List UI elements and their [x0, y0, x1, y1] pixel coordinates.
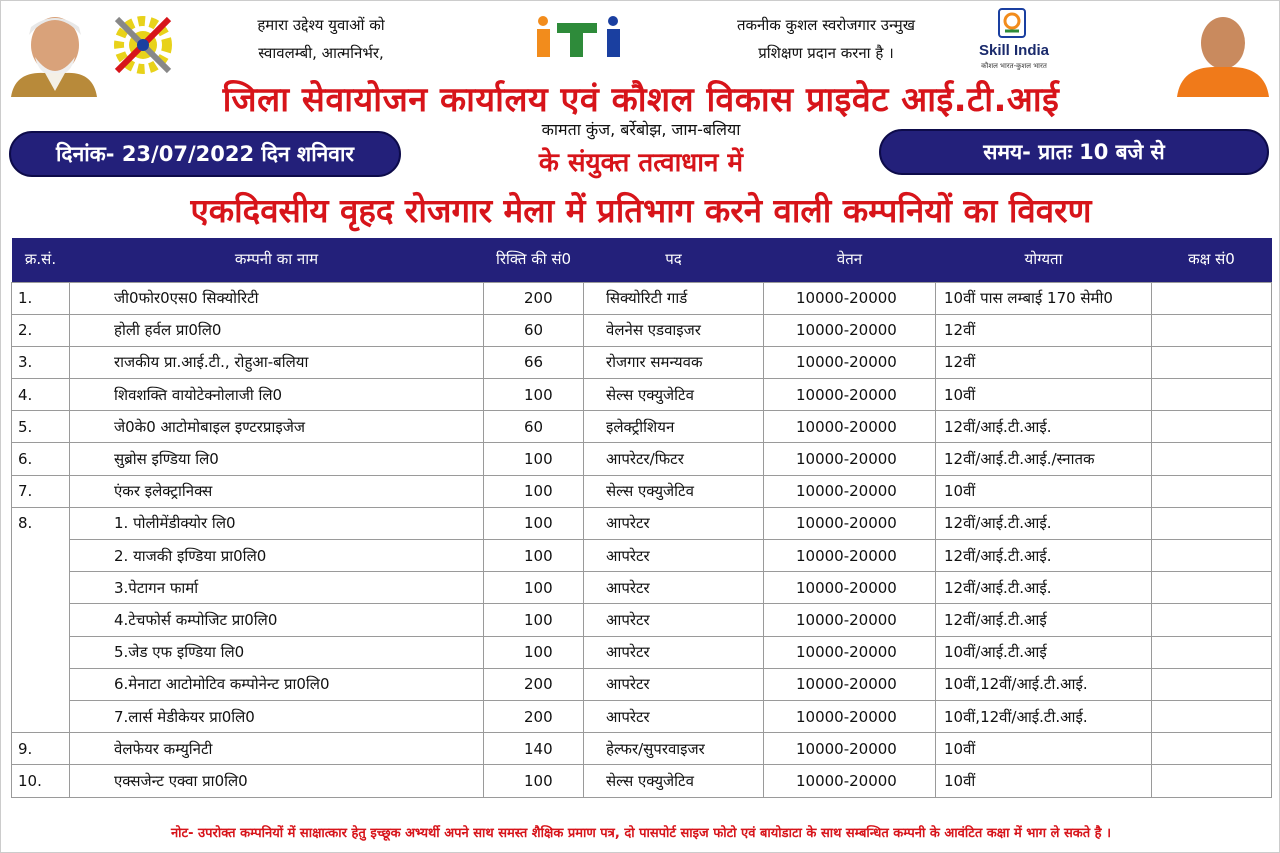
skill-india-tagline: कौशल भारत-कुशल भारत	[981, 62, 1047, 70]
cell-vacancy: 200	[484, 282, 584, 314]
cell-qualification: 12वीं/आई.टी.आई.	[936, 572, 1152, 604]
cell-salary: 10000-20000	[764, 443, 936, 475]
table-row	[12, 507, 1272, 539]
cell-company: एंकर इलेक्ट्रानिक्स	[70, 475, 484, 507]
cell-room	[1152, 636, 1272, 668]
tagline-left-line-1: हमारा उद्देश्य युवाओं को	[257, 16, 385, 34]
cell-salary: 10000-20000	[764, 700, 936, 732]
iti-logo	[533, 15, 629, 59]
cell-room	[1152, 411, 1272, 443]
cell-company: 3.पेटागन फार्मा	[70, 572, 484, 604]
cell-company: जी0फोर0एस0 सिक्योरिटी	[70, 282, 484, 314]
cell-num: 7.	[12, 475, 70, 507]
cell-post: सिक्योरिटी गार्ड	[584, 282, 764, 314]
cell-room	[1152, 733, 1272, 765]
header-room: कक्ष सं0	[1152, 238, 1272, 282]
cell-qualification: 10वीं	[936, 765, 1152, 797]
table-row	[12, 604, 1272, 636]
cell-vacancy: 60	[484, 411, 584, 443]
table-row	[12, 636, 1272, 668]
cell-company: 2. याजकी इण्डिया प्रा0लि0	[70, 540, 484, 572]
cell-post: सेल्स एक्युजेटिव	[584, 475, 764, 507]
cell-post: आपरेटर	[584, 540, 764, 572]
cell-num: 2.	[12, 314, 70, 346]
skill-india-logo	[969, 7, 1059, 73]
cell-qualification: 10वीं	[936, 379, 1152, 411]
table-row	[12, 733, 1272, 765]
tagline-right-line-2: प्रशिक्षण प्रदान करना है ।	[758, 44, 894, 62]
date-pill: दिनांक- 23/07/2022 दिन शनिवार	[9, 131, 401, 177]
table-header-row	[12, 238, 1272, 282]
cell-salary: 10000-20000	[764, 540, 936, 572]
cell-salary: 10000-20000	[764, 733, 936, 765]
cell-vacancy: 100	[484, 572, 584, 604]
cell-qualification: 12वीं/आई.टी.आई.	[936, 507, 1152, 539]
joint-collaboration-text: के संयुक्त तत्वाधान में	[538, 148, 744, 178]
footer-note: नोट- उपरोक्त कम्पनियों में साक्षात्कार हेतु इच्छूक अभ्यर्थी अपने साथ समस्त शैक्षिक प्रमाण पत्र, दो पासपोर्ट साइज फोटो एवं बायोडाटा के साथ सम्बन्धित कम्पनी के आवंटित कक्षा में भाग ले सकते है ।	[170, 826, 1112, 841]
cell-vacancy: 100	[484, 475, 584, 507]
cell-vacancy: 100	[484, 540, 584, 572]
cell-qualification: 12वीं/आई.टी.आई.	[936, 540, 1152, 572]
cell-room	[1152, 700, 1272, 732]
iti-logo-text: iti	[533, 15, 534, 16]
cell-company: जे0के0 आटोमोबाइल इण्टरप्राइजेज	[70, 411, 484, 443]
cell-post: इलेक्ट्रीशियन	[584, 411, 764, 443]
cell-room	[1152, 604, 1272, 636]
table-row	[12, 411, 1272, 443]
cell-post: आपरेटर	[584, 636, 764, 668]
cell-post: हेल्फर/सुपरवाइजर	[584, 733, 764, 765]
cell-qualification: 10वीं,12वीं/आई.टी.आई.	[936, 668, 1152, 700]
cell-qualification: 10वीं पास लम्बाई 170 सेमी0	[936, 282, 1152, 314]
table-row	[12, 346, 1272, 378]
cell-room	[1152, 443, 1272, 475]
cell-company: 5.जेड एफ इण्डिया लि0	[70, 636, 484, 668]
table-row	[12, 540, 1272, 572]
cell-company: एक्सजेन्ट एक्वा प्रा0लि0	[70, 765, 484, 797]
cell-post: आपरेटर	[584, 507, 764, 539]
tagline-right-line-1: तकनीक कुशल स्वरोजगार उन्मुख	[736, 16, 915, 34]
cell-vacancy: 60	[484, 314, 584, 346]
main-title: जिला सेवायोजन कार्यालय एवं कौशल विकास प्राइवेट आई.टी.आई	[222, 80, 1060, 120]
tagline-left-line-2: स्वावलम्बी, आत्मनिर्भर,	[258, 44, 384, 62]
cell-qualification: 12वीं/आई.टी.आई	[936, 604, 1152, 636]
cell-vacancy: 100	[484, 636, 584, 668]
cell-num: 6.	[12, 443, 70, 475]
header-vacancy: रिक्ति की सं0	[484, 238, 584, 282]
header-salary: वेतन	[764, 238, 936, 282]
cell-company: वेलफेयर कम्युनिटी	[70, 733, 484, 765]
cell-num: 10.	[12, 765, 70, 797]
cell-post: आपरेटर	[584, 572, 764, 604]
table-row	[12, 443, 1272, 475]
cell-post: आपरेटर	[584, 700, 764, 732]
cell-vacancy: 100	[484, 604, 584, 636]
cell-vacancy: 100	[484, 443, 584, 475]
cell-qualification: 12वीं/आई.टी.आई./स्नातक	[936, 443, 1152, 475]
subtitle: एकदिवसीय वृहद रोजगार मेला में प्रतिभाग करने वाली कम्पनियों का विवरण	[190, 191, 1092, 230]
table-row	[12, 572, 1272, 604]
cell-salary: 10000-20000	[764, 572, 936, 604]
table-row	[12, 700, 1272, 732]
cell-post: सेल्स एक्युजेटिव	[584, 765, 764, 797]
cell-company: 6.मेनाटा आटोमोटिव कम्पोनेन्ट प्रा0लि0	[70, 668, 484, 700]
tagline-right	[691, 11, 961, 67]
cell-room	[1152, 346, 1272, 378]
cell-post: आपरेटर/फिटर	[584, 443, 764, 475]
cell-num: 5.	[12, 411, 70, 443]
cell-company: 4.टेचफोर्स कम्पोजिट प्रा0लि0	[70, 604, 484, 636]
header-serial: क्र.सं.	[12, 238, 70, 282]
time-pill: समय- प्रातः 10 बजे से	[879, 129, 1269, 175]
cell-company: 1. पोलीमेंडीक्योर लि0	[70, 507, 484, 539]
table-row	[12, 668, 1272, 700]
cell-company: होली हर्वल प्रा0लि0	[70, 314, 484, 346]
cell-room	[1152, 282, 1272, 314]
cell-qualification: 10वीं	[936, 475, 1152, 507]
cell-salary: 10000-20000	[764, 411, 936, 443]
cell-qualification: 10वीं,12वीं/आई.टी.आई.	[936, 700, 1152, 732]
cell-room	[1152, 379, 1272, 411]
cell-qualification: 10वीं/आई.टी.आई	[936, 636, 1152, 668]
cell-qualification: 10वीं	[936, 733, 1152, 765]
header-company: कम्पनी का नाम	[70, 238, 484, 282]
cell-salary: 10000-20000	[764, 282, 936, 314]
cell-salary: 10000-20000	[764, 668, 936, 700]
cell-room	[1152, 668, 1272, 700]
cell-vacancy: 66	[484, 346, 584, 378]
table-row	[12, 765, 1272, 797]
cell-company: 7.लार्स मेडीकेयर प्रा0लि0	[70, 700, 484, 732]
table-row	[12, 379, 1272, 411]
cell-num: 3.	[12, 346, 70, 378]
cell-post: रोजगार समन्यवक	[584, 346, 764, 378]
cell-salary: 10000-20000	[764, 475, 936, 507]
cell-room	[1152, 507, 1272, 539]
tagline-left	[201, 11, 441, 67]
cell-post: सेल्स एक्युजेटिव	[584, 379, 764, 411]
cell-company: राजकीय प्रा.आई.टी., रोहुआ-बलिया	[70, 346, 484, 378]
cell-num: 1.	[12, 282, 70, 314]
cell-post: वेलनेस एडवाइजर	[584, 314, 764, 346]
cell-vacancy: 140	[484, 733, 584, 765]
cell-vacancy: 100	[484, 765, 584, 797]
cell-company: सुब्रोस इण्डिया लि0	[70, 443, 484, 475]
cell-salary: 10000-20000	[764, 507, 936, 539]
cell-vacancy: 100	[484, 379, 584, 411]
gear-tools-icon	[109, 11, 177, 79]
cell-post: आपरेटर	[584, 604, 764, 636]
cell-salary: 10000-20000	[764, 765, 936, 797]
table-row	[12, 314, 1272, 346]
cell-vacancy: 200	[484, 700, 584, 732]
leader-portrait-right	[1173, 5, 1273, 97]
cell-post: आपरेटर	[584, 668, 764, 700]
cell-room	[1152, 765, 1272, 797]
cell-qualification: 12वीं	[936, 346, 1152, 378]
cell-room	[1152, 572, 1272, 604]
cell-salary: 10000-20000	[764, 604, 936, 636]
cell-vacancy: 100	[484, 507, 584, 539]
skill-india-label: Skill India	[978, 42, 1050, 59]
table-row	[12, 282, 1272, 314]
cell-qualification: 12वीं	[936, 314, 1152, 346]
cell-salary: 10000-20000	[764, 379, 936, 411]
cell-room	[1152, 475, 1272, 507]
cell-num: 9.	[12, 733, 70, 765]
cell-room	[1152, 540, 1272, 572]
header-post: पद	[584, 238, 764, 282]
leader-portrait-left	[5, 5, 99, 97]
table-row	[12, 475, 1272, 507]
cell-vacancy: 200	[484, 668, 584, 700]
cell-qualification: 12वीं/आई.टी.आई.	[936, 411, 1152, 443]
cell-num: 8.	[12, 507, 70, 732]
cell-salary: 10000-20000	[764, 314, 936, 346]
cell-company: शिवशक्ति वायोटेक्नोलाजी लि0	[70, 379, 484, 411]
cell-salary: 10000-20000	[764, 346, 936, 378]
cell-salary: 10000-20000	[764, 636, 936, 668]
company-table	[11, 238, 1271, 798]
address: कामता कुंज, बर्रेबोझ, जाम-बलिया	[541, 120, 741, 139]
cell-num: 4.	[12, 379, 70, 411]
header-qualification: योग्यता	[936, 238, 1152, 282]
cell-room	[1152, 314, 1272, 346]
